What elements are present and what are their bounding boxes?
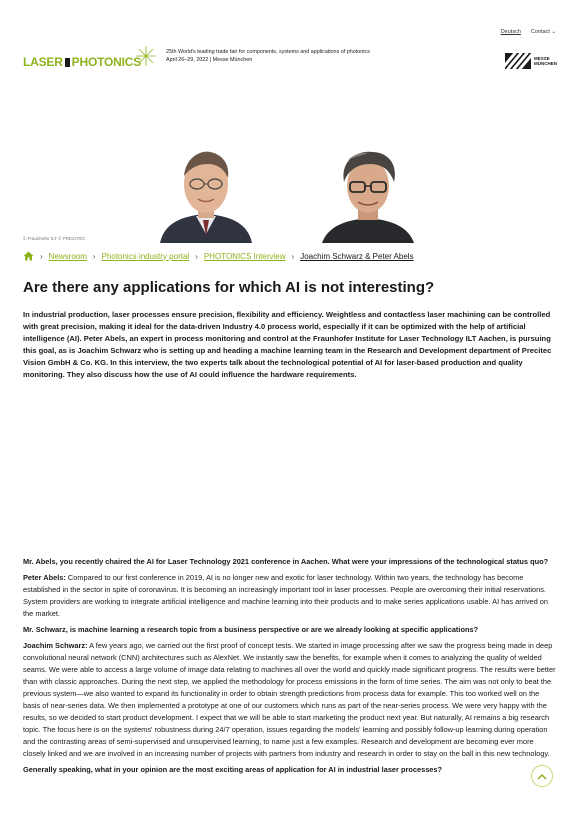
chevron-right-icon: › — [40, 251, 43, 261]
language-link-deutsch[interactable]: Deutsch — [500, 29, 521, 35]
answer-text: A few years ago, we carried out the first proof of concept tests. We started in image processing after we saw the progress being made in deep convolutional neural network (CNN) architectures such as AlexNet. We instantly saw the benefits, for example when it comes to analyzing the quality of welded seams. We were able to access a large volume of image data relating to machines all over the world and quickly made significant progress. The results were better than with classic approaches. During the next step, we applied the methodology for process emissions in the form of time series. The aim was not only to beat the previous system—we also wanted to expand its functionality in order to obtain strength predictions from process data for example. This too worked well on the basis of near-series data. We then implemented a prototype at one of our customers which runs as part of the near-series process. We were very happy with the results, so we decided to start product development. I expect that we will be able to start marketing the product next year. But naturally, AI remains a big research topic. The focus here is on the systems' robustness during 24/7 operation, issues regarding the models' learning and possibly follow-up learning during operation and the contrasting areas of semi-supervised and unsupervised learning, to name just a few examples. Research and development are becoming ever more closely linked and we are involved in an increasing number of projects with partners from industry and research in order to stay on the ball in this new technology. — [23, 641, 556, 758]
tagline-description: 25th World's leading trade fair for components, systems and applications of photonics — [166, 49, 370, 55]
messe-logo-text — [534, 56, 557, 66]
interview-question: Mr. Schwarz, is machine learning a research topic from a business perspective or are we already looking at specific applications? — [23, 625, 479, 634]
top-nav — [501, 29, 556, 35]
answer-text: Compared to our first conference in 2019, AI is no longer new and exotic for laser technology. Within two years, the technology has become established in the sector in spite of coronavirus. It is becoming an increasingly important tool in laser processes. People are overcoming their initial reservations. System providers are working to integrate artificial intelligence and machine learning into their products and to make series applications usable. AI has arrived on the market. — [23, 573, 549, 618]
hero-image — [0, 146, 580, 243]
messe-logo-line1: MESSE — [534, 56, 550, 61]
interview-answer — [23, 640, 558, 760]
article-body — [23, 556, 558, 780]
breadcrumb — [23, 251, 414, 261]
speaker-name: Peter Abels: — [23, 573, 66, 582]
contact-label: Contact — [530, 29, 550, 35]
interview-question: Generally speaking, what in your opinion are the most exciting areas of application for AI in industrial laser processes? — [23, 765, 443, 774]
speaker-name: Joachim Schwarz: — [23, 641, 88, 650]
logo-laser-text: LASER — [23, 55, 63, 69]
article-intro: In industrial production, laser processes ensure precision, flexibility and efficiency. Weightless and contactless laser machining can be controlled with great precision, making it ideal for the data-driven Industry 4.0 process world, especially if it can be optimized with the help of artificial intelligence (AI). Peter Abels, an expert in process monitoring and control at the Fraunhofer Institute for Laser Technology ILT Aachen, is pursuing this goal, as is Joachim Schwarz who is setting up and heading a machine learning team in the Research and Development department of Precitec Vision GmbH & Co. KG. In this interview, the two experts talk about the technological potential of AI for laser-based production and quality monitoring. They also discuss how the use of AI could influence the hardware requirements. — [23, 310, 552, 379]
home-icon[interactable] — [23, 251, 34, 261]
messe-logo-line2: MÜNCHEN — [534, 61, 557, 66]
chevron-right-icon: › — [195, 251, 198, 261]
logo-separator — [65, 58, 70, 67]
scroll-to-top-button[interactable] — [531, 765, 553, 787]
chevron-down-icon: ⌄ — [551, 29, 556, 35]
chevron-up-icon — [537, 773, 547, 780]
event-tagline — [166, 48, 376, 64]
messe-muenchen-logo[interactable] — [505, 53, 557, 69]
messe-mark-icon — [505, 53, 531, 69]
portrait-peter-abels — [318, 146, 418, 243]
logo-spark-icon — [136, 46, 156, 66]
laser-photonics-logo[interactable] — [23, 55, 141, 69]
breadcrumb-newsroom[interactable]: Newsroom — [48, 251, 87, 261]
logo-photonics-text: PHOTONICS — [71, 55, 141, 69]
breadcrumb-photonics-industry-portal[interactable]: Photonics industry portal — [101, 251, 190, 261]
chevron-right-icon: › — [291, 251, 295, 261]
contact-menu[interactable] — [531, 29, 556, 35]
interview-answer — [23, 572, 558, 620]
breadcrumb-current[interactable]: Joachim Schwarz & Peter Abels — [300, 251, 414, 261]
image-credit: © Fraunhofer ILT © PRECITEC — [23, 236, 86, 241]
chevron-right-icon: › — [92, 251, 96, 261]
interview-question: Mr. Abels, you recently chaired the AI for Laser Technology 2021 conference in Aachen. What were your impressions of the technological status quo? — [23, 557, 549, 566]
portrait-joachim-schwarz — [158, 146, 254, 243]
page-title: Are there any applications for which AI is not interesting? — [23, 279, 435, 296]
tagline-date-venue: April 26–29, 2022 | Messe München — [166, 57, 253, 63]
breadcrumb-photonics-interview[interactable]: PHOTONICS Interview — [203, 251, 286, 261]
